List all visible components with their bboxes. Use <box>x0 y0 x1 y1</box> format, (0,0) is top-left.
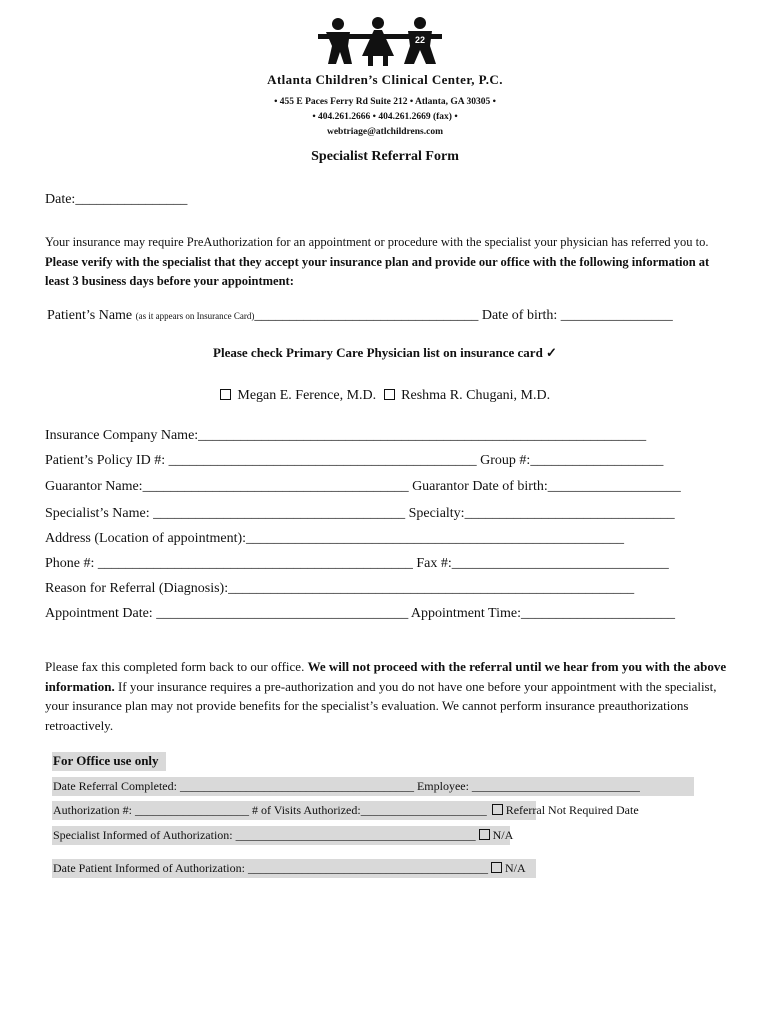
physician-2-label: Reshma R. Chugani, M.D. <box>401 388 551 403</box>
physician-2-checkbox[interactable] <box>384 389 395 400</box>
patient-name-note: (as it appears on Insurance Card) <box>135 311 255 321</box>
clinic-email: webtriage@atlchildrens.com <box>326 127 444 137</box>
appointment-field[interactable]: Appointment Date: ____________________________________ Appointment Time:______________________ <box>45 606 675 621</box>
closing-text-1: Please fax this completed form back to our office. <box>45 659 305 674</box>
intro-text <box>45 233 735 292</box>
office-row-date-completed[interactable]: Date Referral Completed: _______________________________________ Employee: ____________________________ <box>53 779 640 793</box>
svg-text:22: 22 <box>414 35 426 45</box>
patient-name-blank: ________________________________ <box>254 308 479 323</box>
clinic-logo <box>316 16 456 74</box>
policy-id-field[interactable]: Patient’s Policy ID #: ____________________________________________ Group #:___________________ <box>45 453 664 468</box>
form-title: Specialist Referral Form <box>311 149 459 164</box>
closing-text-bold: We will not proceed with the referral until we hear from you with the above information. <box>45 659 727 694</box>
specialist-name-field[interactable]: Specialist’s Name: ____________________________________ Specialty:______________________________ <box>45 506 675 521</box>
address-field[interactable]: Address (Location of appointment):______________________________________________________ <box>45 531 625 546</box>
office-row-patient-informed[interactable] <box>53 861 526 876</box>
physician-1-checkbox[interactable] <box>220 389 231 400</box>
closing-text-2: If your insurance requires a pre-authorization and you do not have one before your appointment with the specialist, your insurance plan may not provide benefits for the specialist’s evaluation. We cannot perform insurance preauthorizations retroactively. <box>45 678 717 733</box>
specialist-na-label: N/A <box>492 828 514 842</box>
phone-fax-field[interactable]: Phone #: _____________________________________________ Fax #:_______________________________ <box>45 556 669 571</box>
closing-paragraph <box>45 657 735 735</box>
pcp-heading: Please check Primary Care Physician list on insurance card ✓ <box>213 345 557 360</box>
date-field[interactable]: Date:________________ <box>45 192 188 207</box>
clinic-address: • 455 E Paces Ferry Rd Suite 212 • Atlanta, GA 30305 • <box>274 97 496 107</box>
guarantor-field[interactable]: Guarantor Name:______________________________________ Guarantor Date of birth:___________________ <box>45 479 681 494</box>
intro-line-2: Please verify with the specialist that they accept your insurance plan and provide our office with the following information at least 3 business days before your appointment: <box>45 254 710 288</box>
referral-not-required-label: Referral Not Required Date <box>505 803 639 817</box>
office-row-authorization[interactable] <box>53 803 639 818</box>
patient-na-checkbox[interactable] <box>491 862 502 873</box>
dob-field: Date of birth: ________________ <box>481 308 673 323</box>
physician-options <box>0 388 770 404</box>
insurance-company-field[interactable]: Insurance Company Name:________________________________________________________________ <box>45 428 647 443</box>
patient-informed-field: Date Patient Informed of Authorization: ________________________________________ <box>53 861 488 875</box>
patient-na-label: N/A <box>504 861 526 875</box>
clinic-phones: • 404.261.2666 • 404.261.2669 (fax) • <box>312 112 458 122</box>
reason-field[interactable]: Reason for Referral (Diagnosis):__________________________________________________________ <box>45 581 635 596</box>
authorization-fields: Authorization #: ___________________ # of Visits Authorized:_____________________ <box>53 803 487 817</box>
office-row-specialist-informed[interactable] <box>53 828 513 843</box>
physician-1-label: Megan E. Ference, M.D. <box>237 388 377 403</box>
patient-name-label: Patient’s Name <box>47 308 133 323</box>
office-use-heading: For Office use only <box>53 753 159 768</box>
patient-name-field[interactable] <box>47 308 673 324</box>
referral-not-required-checkbox[interactable] <box>492 804 503 815</box>
specialist-informed-field: Specialist Informed of Authorization: ________________________________________ <box>53 828 476 842</box>
clinic-name: Atlanta Children’s Clinical Center, P.C. <box>267 72 503 87</box>
intro-line-1: Your insurance may require PreAuthorization for an appointment or procedure with the specialist your physician has referred you to. <box>45 235 709 249</box>
specialist-na-checkbox[interactable] <box>479 829 490 840</box>
